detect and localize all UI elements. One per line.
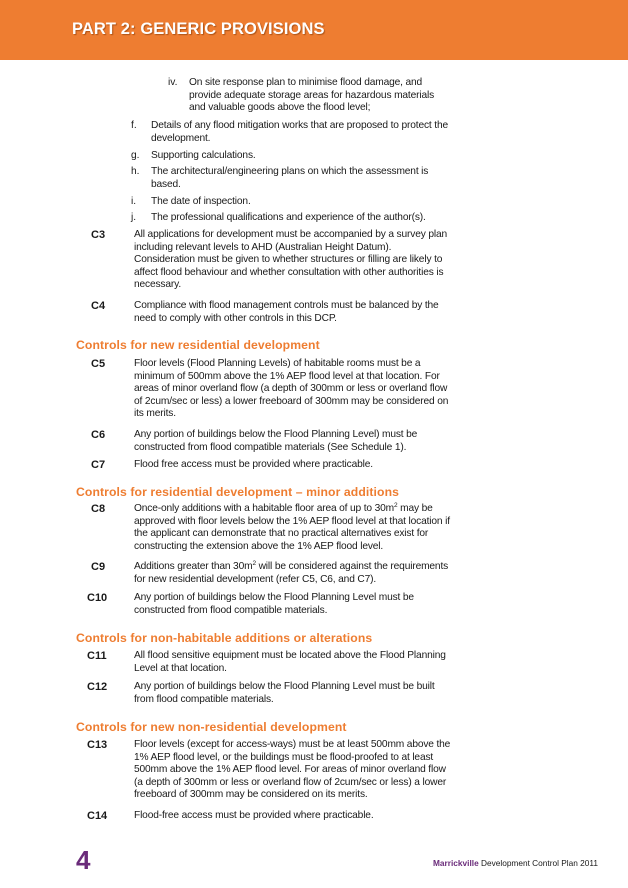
subitem-text-iv-line3: and valuable goods above the flood level; <box>189 102 371 114</box>
control-text-c3-line4: affect flood behaviour and whether consultation with other authorities is <box>134 266 444 278</box>
control-code-c12: C12 <box>87 681 108 693</box>
control-code-c4: C4 <box>91 300 106 312</box>
control-text-c12-line2: from flood compatible materials. <box>134 693 274 705</box>
control-text-c11-line1: All flood sensitive equipment must be located above the Flood Planning <box>134 650 446 661</box>
control-text-c5-line2: minimum of 500mm above the 1% AEP flood level at that location. For <box>134 370 440 382</box>
subitem-text-j-line1: The professional qualifications and experience of the author(s). <box>151 212 426 223</box>
section-heading-minor-additions: Controls for residential development – minor additions <box>76 485 399 499</box>
control-text-c7-line1: Flood free access must be provided where practicable. <box>134 459 373 470</box>
subitem-marker-h: h. <box>131 166 140 177</box>
subitem-text-f-line2: development. <box>151 132 211 144</box>
control-code-c6: C6 <box>91 429 106 441</box>
subitem-text-h-line1: The architectural/engineering plans on which the assessment is <box>151 166 429 177</box>
control-code-c9: C9 <box>91 561 106 573</box>
control-text-c3-line3: Consideration must be given to whether structures or filling are likely to <box>134 254 443 266</box>
footer-title: Development Control Plan 2011 <box>478 858 598 868</box>
control-text-c5-line3: areas of minor overland flow (a depth of 300mm or less or overland flow <box>134 383 448 395</box>
subitem-marker-f: f. <box>131 120 137 131</box>
section-heading-non-habitable: Controls for non-habitable additions or alterations <box>76 631 373 645</box>
control-code-c8: C8 <box>91 503 106 515</box>
control-text-c3-line1: All applications for development must be accompanied by a survey plan <box>134 229 447 240</box>
control-text-c14-line1: Flood-free access must be provided where practicable. <box>134 810 374 821</box>
control-text-c3-line2: including relevant levels to AHD (Australian Height Datum). <box>134 241 392 253</box>
control-text-c9-line2: for new residential development (refer C5, C6, and C7). <box>134 573 377 585</box>
subitem-text-g-line1: Supporting calculations. <box>151 150 256 161</box>
control-text-c4-line1: Compliance with flood management controls must be balanced by the <box>134 300 439 311</box>
subitem-marker-iv: iv. <box>168 77 178 88</box>
control-text-c11-line2: Level at that location. <box>134 662 227 674</box>
control-text-c13-line5: freeboard of 300mm may be considered on its merits. <box>134 789 368 801</box>
control-text-c9-line1: Additions greater than $30m^2$ will be considered against the requirements <box>134 560 449 572</box>
control-code-c13: C13 <box>87 739 108 751</box>
page-header-bar <box>0 0 628 60</box>
subitem-text-iv-line2: provide adequate storage areas for hazardous materials <box>189 89 435 101</box>
subitem-text-f-line1: Details of any flood mitigation works that are proposed to protect the <box>151 120 448 131</box>
subitem-text-h-line2: based. <box>151 178 181 190</box>
control-text-c5-line4: of 2cum/sec or less) a lower freeboard of 300mm may be considered on <box>134 395 449 407</box>
control-text-c5-line5: its merits. <box>134 408 176 420</box>
control-text-c13-line4: (a depth of 300mm or less or overland flow of 2cum/sec or less) a lower <box>134 776 447 788</box>
control-text-c12-line1: Any portion of buildings below the Flood Planning Level must be built <box>134 681 435 692</box>
control-text-c8-line2: approved with floor levels below the 1% AEP flood level at that location if <box>134 515 450 527</box>
section-heading-new-residential: Controls for new residential development <box>76 338 320 352</box>
footer-brand: Marrickville <box>433 858 479 868</box>
control-text-c8-line3: the applicant can demonstrate that no practical alternatives exist for <box>134 528 429 540</box>
control-text-c6-line1: Any portion of buildings below the Flood Planning Level) must be <box>134 429 418 440</box>
control-text-c3-line5: necessary. <box>134 279 182 291</box>
control-code-c3: C3 <box>91 229 106 241</box>
control-text-c13-line1: Floor levels (except for access-ways) must be at least 500mm above the <box>134 739 451 750</box>
control-text-c8-line1: Once-only additions with a habitable floor area of up to $30m^2$ may be <box>134 502 433 514</box>
control-code-c7: C7 <box>91 459 106 471</box>
subitem-marker-g: g. <box>131 150 140 161</box>
control-text-c8-line4: constructing the extension above the 1% AEP flood level. <box>134 540 384 552</box>
control-text-c4-line2: need to comply with other controls in this DCP. <box>134 312 337 324</box>
section-heading-non-residential: Controls for new non-residential development <box>76 720 347 734</box>
subitem-marker-i: i. <box>131 196 137 207</box>
page-number: 4 <box>76 845 91 875</box>
control-code-c5: C5 <box>91 358 106 370</box>
page-header-title: PART 2: GENERIC PROVISIONS <box>72 20 325 38</box>
control-code-c14: C14 <box>87 810 108 822</box>
control-text-c6-line2: constructed from flood compatible materials (See Schedule 1). <box>134 441 407 453</box>
footer-document-title <box>433 858 598 868</box>
control-code-c10: C10 <box>87 592 108 604</box>
control-text-c13-line2: 1% AEP flood level, or the buildings must be flood-proofed to at least <box>134 751 434 763</box>
subitem-marker-j: j. <box>131 212 137 223</box>
control-text-c10-line2: constructed from flood compatible materials. <box>134 604 328 616</box>
control-text-c13-line3: 500mm above the 1% AEP flood level. For areas of minor overland flow <box>134 764 446 776</box>
control-text-c5-line1: Floor levels (Flood Planning Levels) of habitable rooms must be a <box>134 358 421 369</box>
control-code-c11: C11 <box>87 650 107 662</box>
subitem-text-i-line1: The date of inspection. <box>151 196 251 207</box>
subitem-text-iv-line1: On site response plan to minimise flood damage, and <box>189 77 423 88</box>
control-text-c10-line1: Any portion of buildings below the Flood Planning Level must be <box>134 592 414 603</box>
